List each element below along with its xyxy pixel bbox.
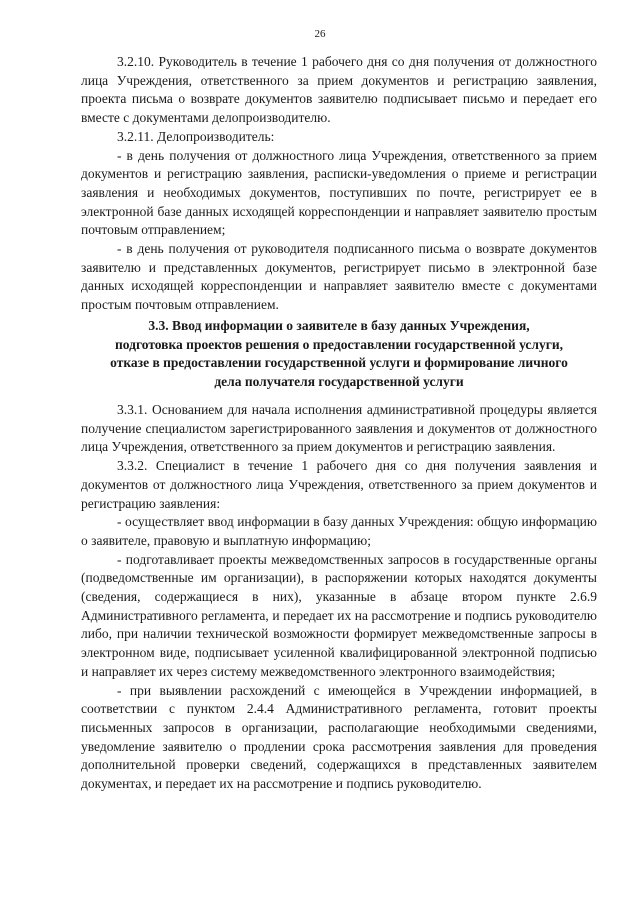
paragraph: 3.3.2. Специалист в течение 1 рабочего дня со дня получения заявления и документов от должностного лица Учреждения, ответственного за прием документов и регистрацию заявления: [81, 458, 597, 511]
paragraph: 3.2.10. Руководитель в течение 1 рабочего дня со дня получения от должностного лица Учреждения, ответственного за прием документов и регистрацию заявления, проекта письма о возврате документов заявителю подписывает письмо и передает его вместе с документами делопроизводителю. [81, 54, 597, 126]
paragraph: 3.3.1. Основанием для начала исполнения административной процедуры является получение специалистом зарегистрированного заявления и документов от должностного лица Учреждения, ответственного за прием документов и регистрацию заявления. [81, 402, 597, 455]
section-3-3-text [81, 401, 597, 794]
section-3-3-heading [78, 317, 600, 392]
paragraph: - подготавливает проекты межведомственных запросов в государственные органы (подведомственные им организации), в распоряжении которых находятся документы (сведения, содержащиеся в них), указанные в абзаце втором пункте 2.6.9 Административного регламента, и передает их на рассмотрение и подпись руководителю либо, при наличии технической возможности формирует межведомственные запросы в электронном виде, подписывает усиленной квалифицированной электронной подписью и направляет их через систему межведомственного электронного взаимодействия; [81, 551, 597, 679]
paragraph: - в день получения от руководителя подписанного письма о возврате документов заявителю и представленных документов, регистрирует письмо в электронной базе данных исходящей корреспонденции и направляет заявителю вместе с документами простым почтовым отправлением. [81, 241, 597, 313]
section-3-2-text [81, 53, 597, 315]
heading-line: дела получателя государственной услуги [214, 374, 464, 390]
paragraph: - осуществляет ввод информации в базу данных Учреждения: общую информацию о заявителе, правовую и выплатную информацию; [81, 514, 597, 548]
heading-line: 3.3. Ввод информации о заявителе в базу данных Учреждения, [148, 318, 530, 333]
heading-line: подготовка проектов решения о предоставлении государственной услуги, [114, 336, 564, 352]
paragraph: 3.2.11. Делопроизводитель: [117, 128, 275, 144]
page-number: 26 [314, 28, 326, 40]
paragraph: - при выявлении расхождений с имеющейся в Учреждении информацией, в соответствии с пунктом 2.4.4 Административного регламента, готовит проекты письменных запросов в организации, располагающие необходимыми сведениями, уведомление заявителю о продлении срока рассмотрения заявления для проведения дополнительной проверки сведений, содержащихся в представленных заявителем документах, и передает их на рассмотрение и подпись руководителю. [81, 682, 597, 792]
paragraph: - в день получения от должностного лица Учреждения, ответственного за прием документов и регистрацию заявления, расписки-уведомления о приеме и регистрации заявления и необходимых документов, поступивших по почте, регистрирует ее в электронной базе данных исходящей корреспонденции и направляет заявителю простым почтовым отправлением; [81, 147, 597, 238]
heading-line: отказе в предоставлении государственной услуги и формирование личного [110, 355, 568, 371]
